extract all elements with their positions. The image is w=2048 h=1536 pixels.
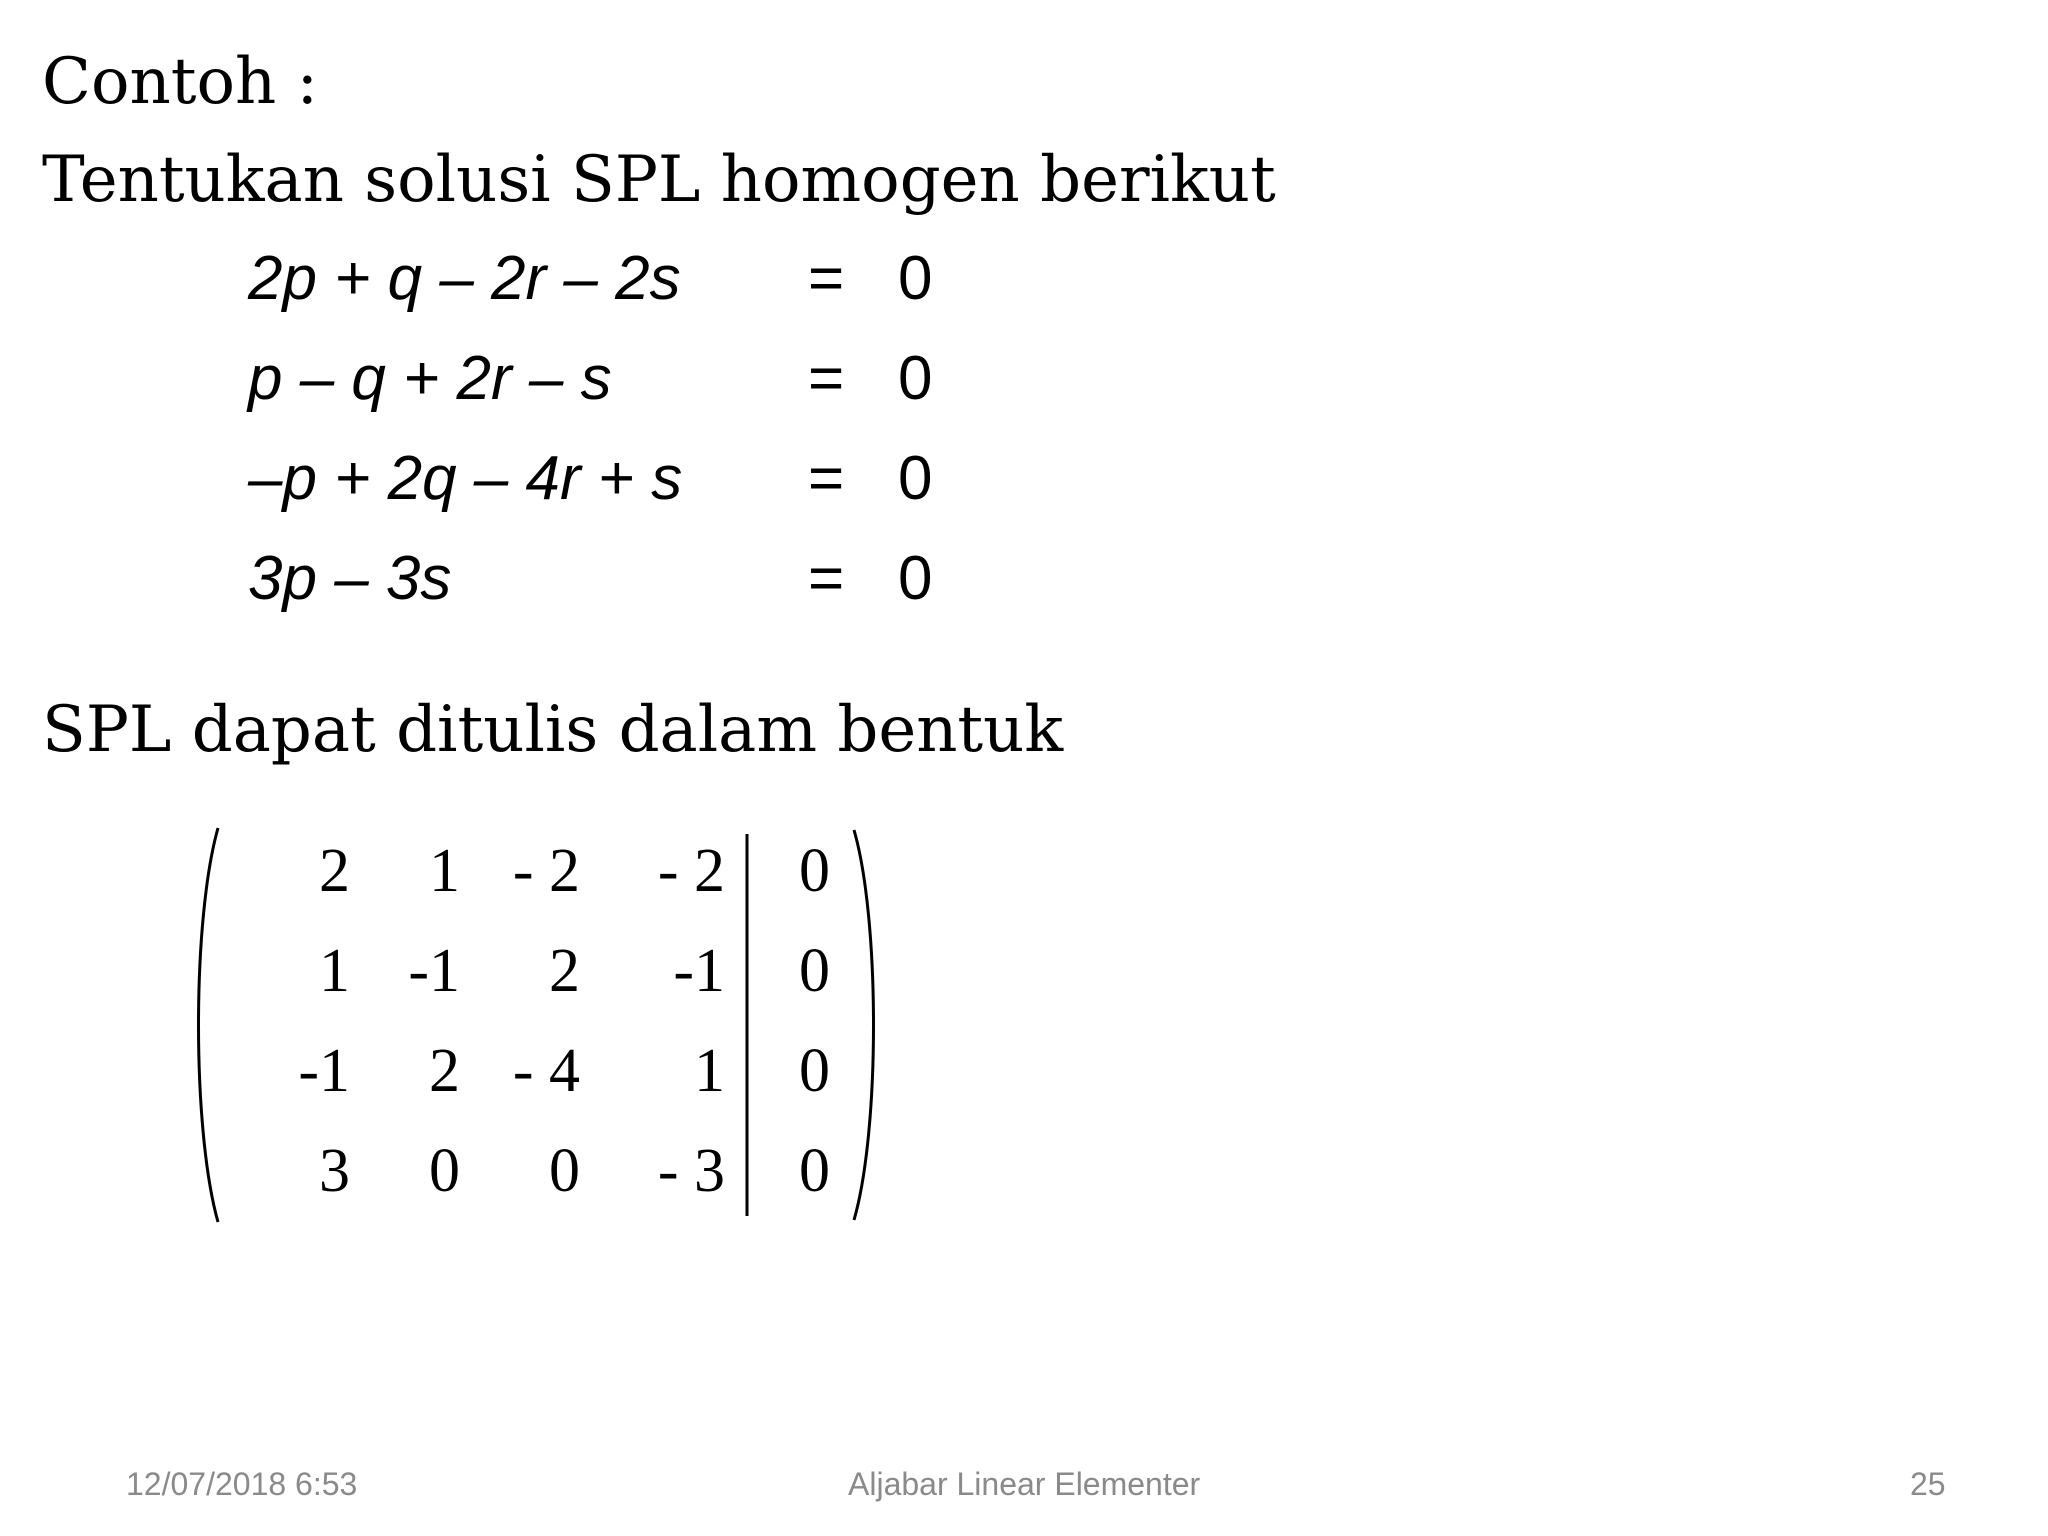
equals-sign: = — [808, 244, 845, 313]
equation-lhs: –p + 2q – 4r + s — [248, 444, 683, 513]
left-parenthesis — [199, 828, 219, 1222]
matrix-cell: 3 — [319, 1137, 350, 1205]
example-label: Contoh : — [42, 45, 319, 119]
matrix-cell: 1 — [429, 837, 460, 905]
equation-lhs: 3p – 3s — [248, 544, 452, 613]
matrix-cell: 2 — [549, 937, 580, 1005]
matrix-cell: - 2 — [512, 837, 580, 905]
equation-lhs: 2p + q – 2r – 2s — [248, 244, 681, 313]
equals-sign: = — [808, 544, 845, 613]
matrix-cell: 0 — [429, 1137, 460, 1205]
matrix-cell: - 4 — [512, 1037, 580, 1105]
matrix-cell: 0 — [799, 1137, 830, 1205]
matrix-cell: - 3 — [657, 1137, 725, 1205]
equation-lhs: p – q + 2r – s — [248, 344, 612, 413]
right-parenthesis — [854, 830, 874, 1220]
equation-rhs: 0 — [898, 244, 933, 313]
matrix-cell: 1 — [319, 937, 350, 1005]
equation-rhs: 0 — [898, 344, 933, 413]
matrix-cell: - 2 — [657, 837, 725, 905]
equation-rhs: 0 — [898, 544, 933, 613]
matrix-cell: 0 — [799, 837, 830, 905]
footer-course-title: Aljabar Linear Elementer — [848, 1466, 1201, 1502]
equation-rhs: 0 — [898, 444, 933, 513]
augmented-matrix — [190, 820, 890, 1230]
matrix-intro-text: SPL dapat ditulis dalam bentuk — [42, 693, 1064, 767]
matrix-cell: 2 — [319, 837, 350, 905]
equals-sign: = — [808, 444, 845, 513]
matrix-cell: 0 — [549, 1137, 580, 1205]
equals-sign: = — [808, 344, 845, 413]
page-number: 25 — [1910, 1466, 1946, 1502]
matrix-cell: -1 — [408, 937, 460, 1005]
matrix-cell: -1 — [298, 1037, 350, 1105]
footer-date: 12/07/2018 6:53 — [126, 1466, 358, 1502]
matrix-cell: 0 — [799, 937, 830, 1005]
matrix-cell: 0 — [799, 1037, 830, 1105]
matrix-cell: 2 — [429, 1037, 460, 1105]
matrix-cell: -1 — [673, 937, 725, 1005]
matrix-cell: 1 — [694, 1037, 725, 1105]
instruction-text: Tentukan solusi SPL homogen berikut — [42, 143, 1276, 217]
